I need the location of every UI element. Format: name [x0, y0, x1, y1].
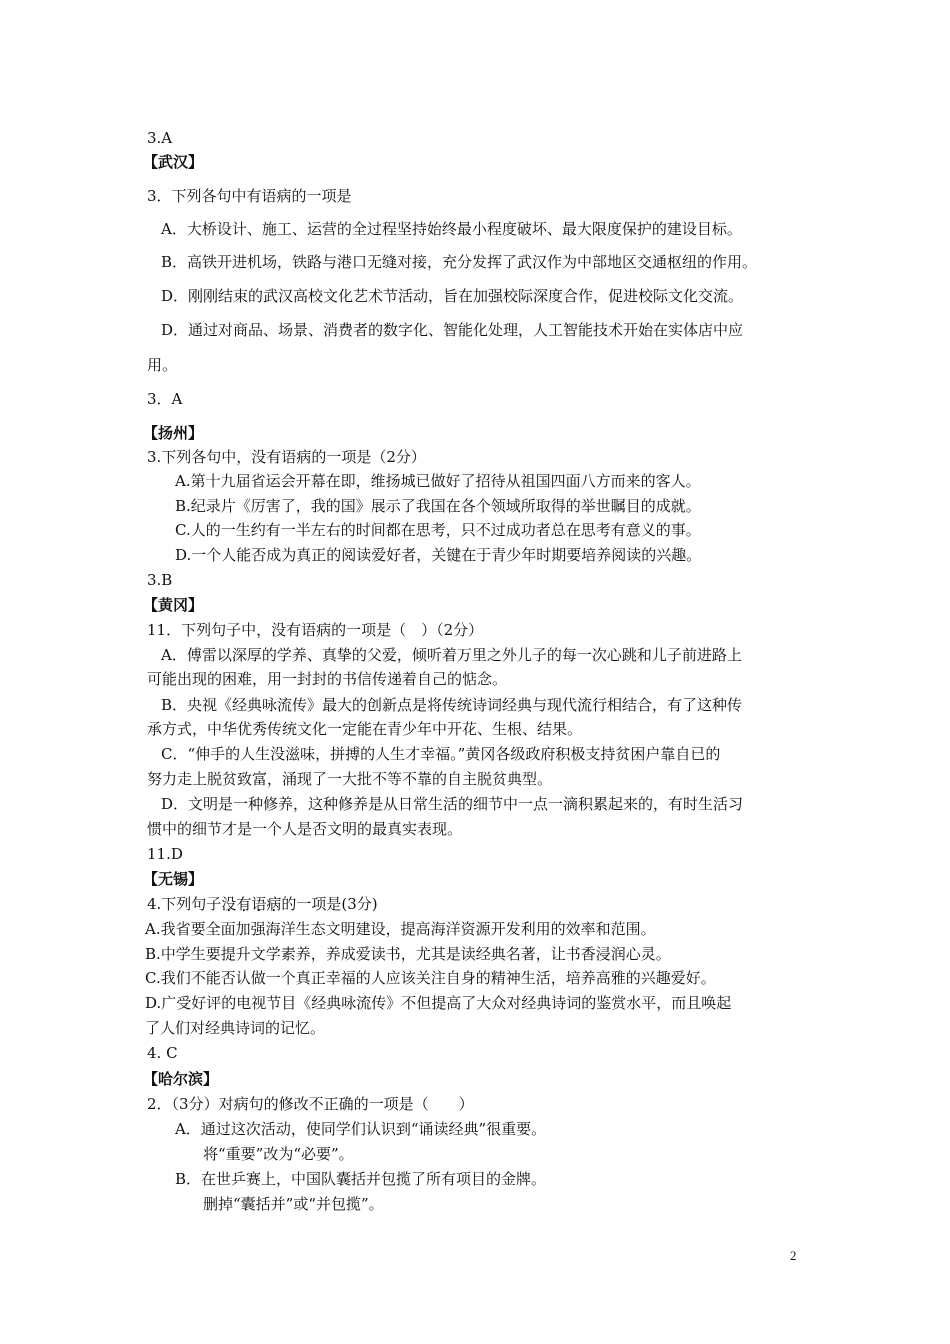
emphasis-char: 病 [266, 895, 282, 913]
wuxi-option-a: A.我省要全面加强海洋生态文明建设，提高海洋资源开发利用的效率和范围。 [145, 920, 656, 938]
wuxi-question-suffix: 的一项是(3分) [281, 895, 378, 913]
huanggang-option-c-line2: 努力走上脱贫致富，涌现了一大批不等不靠的自主脱贫典型。 [147, 770, 553, 788]
yangzhou-option-d: D.一个人能否成为真正的阅读爱好者，关键在于青少年时期要培养阅读的兴趣。 [175, 546, 702, 564]
emphasis-char: 语 [251, 895, 267, 913]
wuhan-option-d-line2: 用。 [147, 356, 178, 374]
wuhan-option-d-line1: D．通过对商品、场景、消费者的数字化、智能化处理，人工智能技术开始在实体店中应 [161, 321, 744, 339]
prev-answer: 3.A [147, 129, 173, 147]
huanggang-option-b-line2: 承方式，中华优秀传统文化一定能在青少年中开花、生根、结果。 [147, 720, 583, 738]
huanggang-question: 11．下列句子中，没有语病的一项是（ ）（2分） [147, 621, 484, 639]
huanggang-option-c-line1: C．“伸手的人生没滋味，拼搏的人生才幸福。”黄冈各级政府积极支持贫困户靠自已的 [161, 745, 721, 763]
harbin-option-b-fix: 删掉“囊括并”或“并包揽”。 [203, 1195, 384, 1213]
huanggang-answer: 11.D [147, 845, 183, 863]
wuhan-question: 3．下列各句中有语病的一项是 [147, 187, 352, 205]
wuhan-option-b: B．高铁开进机场，铁路与港口无缝对接，充分发挥了武汉作为中部地区交通枢纽的作用。 [161, 253, 758, 271]
emphasis-char: 有 [236, 895, 252, 913]
harbin-option-b: B．在世乒赛上，中国队囊括并包揽了所有项目的金牌。 [175, 1170, 547, 1188]
yangzhou-option-b: B.纪录片《厉害了，我的国》展示了我国在各个领域所取得的举世瞩目的成就。 [175, 497, 701, 515]
huanggang-option-a-line1: A．傅雷以深厚的学养、真挚的父爱，倾听着万里之外儿子的每一次心跳和儿子前进路上 [161, 646, 742, 664]
emphasis-char: 没 [221, 895, 237, 913]
wuhan-option-c: D．刚刚结束的武汉高校文化艺术节活动，旨在加强校际深度合作，促进校际文化交流。 [161, 287, 744, 305]
huanggang-option-b-line1: B．央视《经典咏流传》最大的创新点是将传统诗词经典与现代流行相结合，有了这种传 [161, 696, 743, 714]
wuhan-answer: 3．A [147, 390, 183, 408]
huanggang-option-d-line2: 惯中的细节才是一个人是否文明的最真实表现。 [147, 820, 463, 838]
harbin-question: 2．（3分）对病句的修改不正确的一项是（ ） [147, 1095, 474, 1113]
wuxi-option-b: B.中学生要提升文学素养，养成爱读书，尤其是读经典名著，让书香浸润心灵。 [145, 945, 671, 963]
wuxi-question-prefix: 4.下列句子 [147, 895, 222, 913]
yangzhou-option-c: C.人的一生约有一半左右的时间都在思考，只不过成功者总在思考有意义的事。 [175, 521, 701, 539]
wuxi-option-c: C.我们不能否认做一个真正幸福的人应该关注自身的精神生活，培养高雅的兴趣爱好。 [145, 969, 716, 987]
huanggang-heading: 【黄冈】 [143, 596, 204, 614]
harbin-heading: 【哈尔滨】 [143, 1070, 219, 1088]
yangzhou-option-a: A.第十九届省运会开幕在即，维扬城已做好了招待从祖国四面八方而来的客人。 [175, 472, 701, 490]
harbin-option-a-fix: 将“重要”改为“必要”。 [203, 1145, 354, 1163]
wuxi-heading: 【无锡】 [143, 870, 204, 888]
huanggang-option-d-line1: D．文明是一种修养，这种修养是从日常生活的细节中一点一滴积累起来的，有时生活习 [161, 795, 744, 813]
wuxi-answer: 4. C [147, 1044, 178, 1062]
wuxi-question [147, 894, 378, 914]
wuxi-option-d-line1: D.广受好评的电视节目《经典咏流传》不但提高了大众对经典诗词的鉴赏水平，而且唤起 [145, 994, 732, 1012]
yangzhou-answer: 3.B [147, 571, 173, 589]
wuxi-option-d-line2: 了人们对经典诗词的记忆。 [145, 1019, 326, 1037]
yangzhou-heading: 【扬州】 [143, 424, 204, 442]
yangzhou-question: 3.下列各句中，没有语病的一项是（2分） [147, 448, 426, 466]
huanggang-option-a-line2: 可能出现的困难，用一封封的书信传递着自己的惦念。 [147, 670, 508, 688]
wuhan-heading: 【武汉】 [143, 153, 204, 171]
wuhan-option-a: A．大桥设计、施工、运营的全过程坚持始终最小程度破坏、最大限度保护的建设目标。 [161, 220, 742, 238]
page-number: 2 [790, 1248, 797, 1263]
harbin-option-a: A．通过这次活动，使同学们认识到“诵读经典”很重要。 [175, 1120, 547, 1138]
